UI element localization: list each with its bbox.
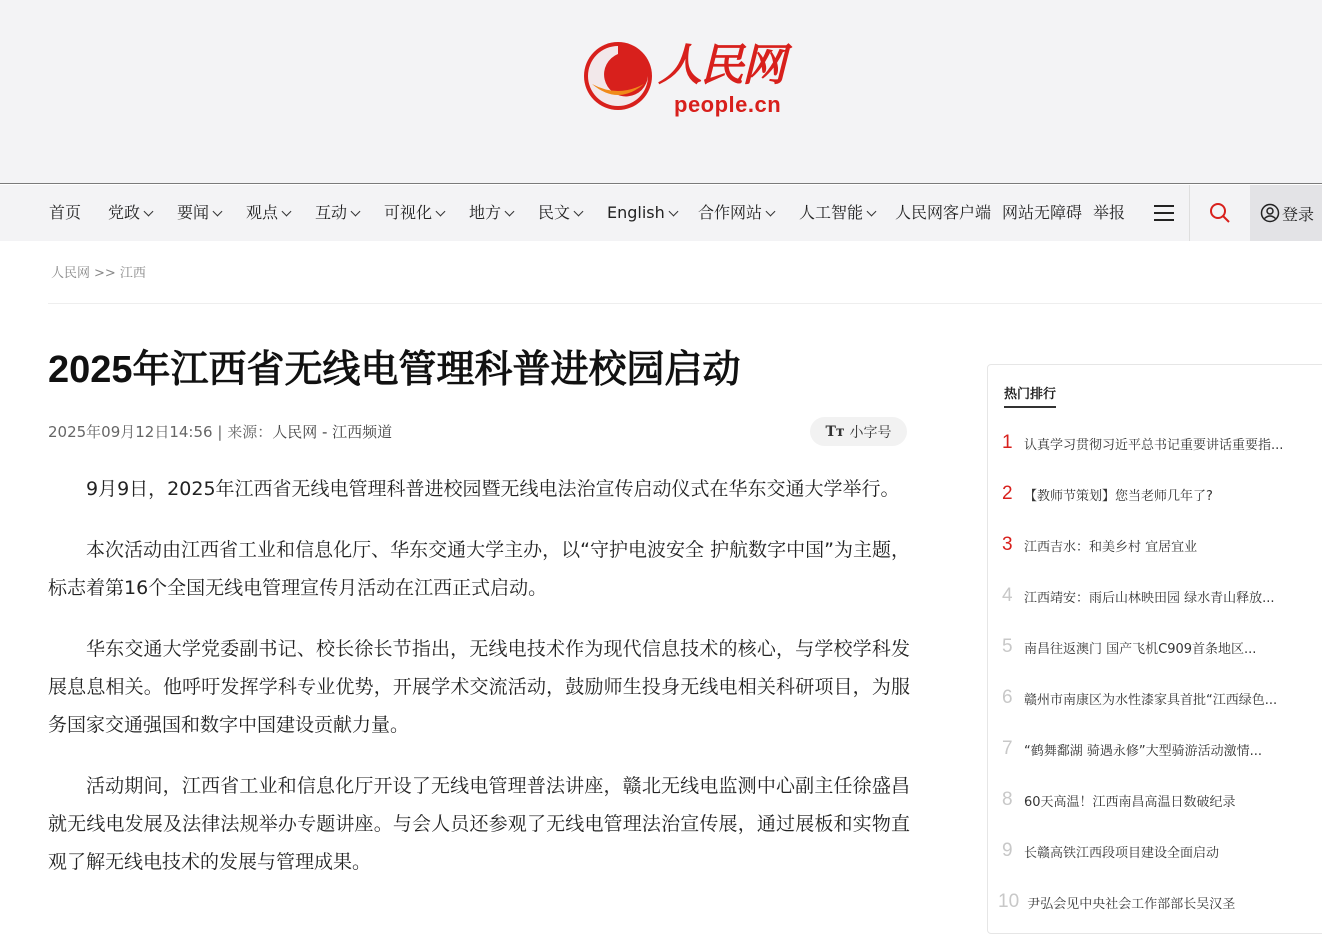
article-body bbox=[48, 470, 910, 904]
nav-item-english[interactable] bbox=[607, 185, 677, 241]
rank-title: 认真学习贯彻习近平总书记重要讲话重要指... bbox=[1024, 437, 1284, 453]
rank-number: 8 bbox=[1002, 789, 1013, 810]
main-nav bbox=[0, 185, 1322, 241]
nav-item-opinion[interactable] bbox=[246, 185, 290, 241]
rank-item[interactable] bbox=[998, 890, 1303, 914]
nav-item-label: English bbox=[607, 203, 665, 222]
nav-item-label: 要闻 bbox=[177, 203, 210, 222]
rank-number: 7 bbox=[1002, 738, 1013, 759]
breadcrumb-home-link[interactable]: 人民网 bbox=[51, 266, 91, 281]
nav-item-label: 可视化 bbox=[384, 203, 433, 222]
article-datetime: 2025年09月12日14:56 bbox=[48, 423, 213, 441]
rank-item[interactable] bbox=[1002, 533, 1307, 557]
nav-item-label: 人工智能 bbox=[799, 203, 864, 222]
search-icon bbox=[1209, 202, 1231, 224]
search-button[interactable] bbox=[1190, 185, 1250, 241]
divider bbox=[48, 303, 1322, 304]
nav-item-news[interactable] bbox=[177, 185, 221, 241]
rank-title: 南昌往返澳门 国产飞机C909首条地区... bbox=[1024, 641, 1257, 657]
rank-number: 2 bbox=[1002, 483, 1013, 504]
breadcrumb-separator: >> bbox=[94, 266, 116, 281]
rank-title: 赣州市南康区为水性漆家具首批“江西绿色... bbox=[1024, 692, 1278, 708]
nav-item-party[interactable] bbox=[108, 185, 152, 241]
chevron-down-icon bbox=[144, 207, 154, 217]
rank-title: 【教师节策划】您当老师几年了? bbox=[1024, 488, 1213, 504]
hot-ranking-title: 热门排行 bbox=[1004, 383, 1056, 408]
rank-number: 9 bbox=[1002, 840, 1013, 861]
breadcrumb-current-link[interactable]: 江西 bbox=[119, 266, 146, 281]
article-paragraph: 活动期间，江西省工业和信息化厅开设了无线电管理普法讲座，赣北无线电监测中心副主任徐盛昌就无线电发展及法律法规举办专题讲座。与会人员还参观了无线电管理法治宣传展，通过展板和实物直观了解无线电技术的发展与管理成果。 bbox=[48, 775, 910, 873]
source-link[interactable]: 人民网 - 江西频道 bbox=[272, 423, 393, 441]
nav-item-label: 互动 bbox=[315, 203, 348, 222]
rank-number: 3 bbox=[1002, 534, 1013, 555]
site-header bbox=[0, 0, 1322, 184]
hamburger-icon bbox=[1153, 204, 1175, 222]
nav-item-label: 地方 bbox=[469, 203, 502, 222]
rank-item[interactable] bbox=[1002, 482, 1307, 506]
rank-number: 5 bbox=[1002, 636, 1013, 657]
font-size-toggle[interactable] bbox=[810, 417, 907, 446]
login-label: 登录 bbox=[1282, 204, 1315, 224]
rank-item[interactable] bbox=[1002, 788, 1307, 812]
nav-item-label: 首页 bbox=[49, 203, 82, 222]
chevron-down-icon bbox=[668, 207, 678, 217]
nav-item-report[interactable] bbox=[1093, 185, 1125, 241]
login-button[interactable] bbox=[1250, 185, 1322, 241]
article-paragraph: 9月9日，2025年江西省无线电管理科普进校园暨无线电法治宣传启动仪式在华东交通大学举行。 bbox=[86, 478, 900, 500]
article-title: 2025年江西省无线电管理科普进校园启动 bbox=[48, 349, 741, 391]
rank-number: 4 bbox=[1002, 585, 1013, 606]
rank-title: 江西靖安：雨后山林映田园 绿水青山释放... bbox=[1024, 590, 1275, 606]
meta-separator: | bbox=[217, 423, 223, 441]
article-paragraph: 本次活动由江西省工业和信息化厅、华东交通大学主办，以“守护电波安全 护航数字中国”为主题，标志着第16个全国无线电管理宣传月活动在江西正式启动。 bbox=[48, 539, 910, 599]
nav-item-home[interactable] bbox=[49, 185, 81, 241]
rank-item[interactable] bbox=[1002, 737, 1307, 761]
rank-item[interactable] bbox=[1002, 839, 1307, 863]
rank-item[interactable] bbox=[1002, 431, 1307, 455]
rank-title: 长赣高铁江西段项目建设全面启动 bbox=[1024, 845, 1220, 861]
source-label: 来源： bbox=[227, 423, 273, 441]
menu-button[interactable] bbox=[1138, 185, 1190, 241]
nav-item-label: 举报 bbox=[1093, 203, 1126, 222]
nav-item-visual[interactable] bbox=[384, 185, 444, 241]
font-size-label: 小字号 bbox=[849, 424, 892, 441]
chevron-down-icon bbox=[213, 207, 223, 217]
rank-title: 60天高温！江西南昌高温日数破纪录 bbox=[1024, 794, 1236, 810]
people-cn-logo[interactable] bbox=[582, 36, 812, 126]
chevron-down-icon bbox=[574, 207, 584, 217]
rank-number: 1 bbox=[1002, 432, 1013, 453]
nav-item-label: 民文 bbox=[538, 203, 571, 222]
nav-item-minwen[interactable] bbox=[538, 185, 582, 241]
rank-title: 江西吉水：和美乡村 宜居宜业 bbox=[1024, 539, 1198, 555]
font-size-icon: Tт bbox=[825, 423, 845, 440]
nav-item-label: 党政 bbox=[108, 203, 141, 222]
user-circle-icon bbox=[1260, 203, 1280, 223]
chevron-down-icon bbox=[351, 207, 361, 217]
chevron-down-icon bbox=[282, 207, 292, 217]
logo-chinese-text: 人民网 bbox=[658, 40, 784, 91]
nav-item-partners[interactable] bbox=[698, 185, 774, 241]
hot-ranking-panel bbox=[987, 364, 1322, 934]
chevron-down-icon bbox=[505, 207, 515, 217]
nav-item-label: 人民网客户端 bbox=[895, 203, 992, 222]
nav-item-ai[interactable] bbox=[799, 185, 875, 241]
chevron-down-icon bbox=[766, 207, 776, 217]
people-swirl-logo-icon bbox=[582, 40, 654, 112]
chevron-down-icon bbox=[436, 207, 446, 217]
rank-number: 10 bbox=[998, 891, 1020, 912]
article-meta bbox=[48, 421, 392, 442]
logo-english-text: people.cn bbox=[674, 92, 782, 117]
nav-item-local[interactable] bbox=[469, 185, 513, 241]
rank-item[interactable] bbox=[1002, 584, 1307, 608]
rank-item[interactable] bbox=[1002, 686, 1307, 710]
rank-item[interactable] bbox=[1002, 635, 1307, 659]
nav-item-label: 观点 bbox=[246, 203, 279, 222]
nav-item-interaction[interactable] bbox=[315, 185, 359, 241]
rank-title: “鹤舞鄱湖 骑遇永修”大型骑游活动激情... bbox=[1024, 743, 1262, 759]
article-paragraph: 华东交通大学党委副书记、校长徐长节指出，无线电技术作为现代信息技术的核心，与学校学科发展息息相关。他呼吁发挥学科专业优势，开展学术交流活动，鼓励师生投身无线电相关科研项目，为服务国家交通强国和数字中国建设贡献力量。 bbox=[48, 638, 910, 736]
rank-number: 6 bbox=[1002, 687, 1013, 708]
rank-title: 尹弘会见中央社会工作部部长吴汉圣 bbox=[1027, 896, 1236, 912]
nav-item-accessibility[interactable] bbox=[1002, 185, 1082, 241]
nav-item-app[interactable] bbox=[895, 185, 991, 241]
nav-item-label: 合作网站 bbox=[698, 203, 763, 222]
breadcrumb bbox=[51, 262, 150, 281]
nav-item-label: 网站无障碍 bbox=[1002, 203, 1083, 222]
chevron-down-icon bbox=[867, 207, 877, 217]
